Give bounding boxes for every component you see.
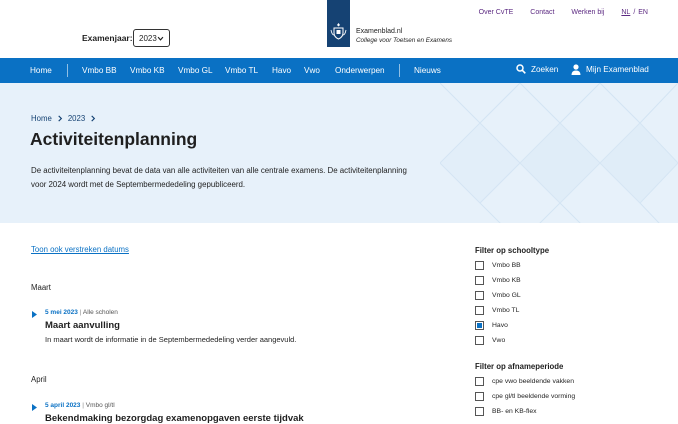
- lang-separator: /: [633, 9, 636, 16]
- activity-meta: [45, 309, 118, 316]
- chevron-right-icon: [57, 115, 63, 122]
- filter-option-label: BB- en KB-flex: [492, 408, 537, 415]
- nav-onderwerpen[interactable]: Onderwerpen: [335, 66, 385, 75]
- filter-option-bb-kb-flex[interactable]: [475, 407, 537, 416]
- logo-site-name: Examenblad.nl: [356, 28, 403, 35]
- breadcrumb-home[interactable]: Home: [31, 114, 52, 123]
- logo-text[interactable]: [356, 27, 452, 45]
- activity-title: Maart aanvulling: [45, 320, 120, 331]
- caret-right-icon: [32, 404, 37, 411]
- checkbox[interactable]: [475, 276, 484, 285]
- nav-nieuws[interactable]: Nieuws: [414, 66, 441, 75]
- checkbox[interactable]: [475, 392, 484, 401]
- filter-option-label: Vmbo KB: [492, 277, 521, 284]
- filter-option-vmbo-gl[interactable]: [475, 291, 521, 300]
- caret-right-icon: [32, 311, 37, 318]
- breadcrumb: [31, 114, 96, 123]
- activity-item[interactable]: [32, 311, 412, 351]
- activity-category: Vmbo gl/tl: [85, 402, 115, 409]
- link-werken-bij[interactable]: Werken bij: [571, 9, 605, 16]
- activity-item[interactable]: [32, 404, 412, 424]
- nav-vwo[interactable]: Vwo: [304, 66, 320, 75]
- meta-separator: |: [79, 309, 82, 316]
- nav-havo[interactable]: Havo: [272, 66, 292, 75]
- checkbox[interactable]: [475, 291, 484, 300]
- nav-vmbo-tl[interactable]: Vmbo TL: [225, 66, 259, 75]
- language-switch: [621, 9, 648, 16]
- page-intro: De activiteitenplanning bevat de data van alle activiteiten van alle centrale examens. De activiteitenplanning voor 2024 wordt met de Septembermededeling gepubliceerd.: [31, 166, 407, 189]
- filter-periode-heading: Filter op afnameperiode: [475, 362, 564, 371]
- chevron-right-icon: [90, 115, 96, 122]
- activity-date: 5 mei 2023: [45, 309, 78, 316]
- filter-option-label: Vwo: [492, 337, 506, 344]
- checkbox[interactable]: [475, 336, 484, 345]
- page-title: Activiteitenplanning: [30, 129, 198, 149]
- filter-panel: [437, 223, 648, 424]
- lang-en[interactable]: EN: [638, 9, 648, 16]
- decorative-diamond-pattern: [440, 83, 678, 223]
- page-hero: [0, 83, 678, 223]
- my-account-label: Mijn Examenblad: [586, 65, 649, 74]
- checkbox[interactable]: [475, 261, 484, 270]
- checkbox-checked[interactable]: [475, 321, 484, 330]
- meta-separator: |: [82, 402, 84, 409]
- nav-divider: [67, 64, 68, 77]
- breadcrumb-year[interactable]: 2023: [67, 114, 86, 123]
- filter-option-label: Vmbo BB: [492, 262, 521, 269]
- top-utility-bar: [0, 0, 678, 58]
- rijksoverheid-logo[interactable]: [327, 0, 350, 47]
- logo-organisation-name: College voor Toetsen en Examens: [356, 37, 453, 44]
- nav-divider: [399, 64, 400, 77]
- filter-option-label: cpe gl/tl beeldende vorming: [492, 393, 576, 400]
- my-account-link[interactable]: [571, 64, 649, 75]
- user-icon: [571, 64, 581, 75]
- filter-option-vmbo-bb[interactable]: [475, 261, 521, 270]
- activity-date: 5 april 2023: [45, 402, 81, 409]
- activity-title: Bekendmaking bezorgdag examenopgaven eerste tijdvak: [45, 413, 304, 424]
- link-contact[interactable]: Contact: [530, 9, 555, 16]
- main-navigation: [0, 58, 678, 83]
- activity-category: Alle scholen: [82, 309, 118, 316]
- filter-schooltype-heading: Filter op schooltype: [475, 246, 550, 255]
- nav-home[interactable]: Home: [30, 66, 52, 75]
- filter-option-havo[interactable]: [475, 321, 508, 330]
- activity-description: In maart wordt de informatie in de Septembermededeling verder aangevuld.: [45, 335, 297, 344]
- filter-option-label: Vmbo TL: [492, 307, 520, 314]
- checkbox[interactable]: [475, 306, 484, 315]
- exam-year-select[interactable]: [133, 29, 170, 47]
- chevron-down-icon: [157, 35, 164, 42]
- search-label: Zoeken: [531, 64, 559, 74]
- checkbox[interactable]: [475, 377, 484, 386]
- activity-meta: [45, 402, 115, 409]
- nav-vmbo-kb[interactable]: Vmbo KB: [130, 66, 165, 75]
- lang-nl[interactable]: NL: [621, 9, 631, 16]
- filter-option-vwo[interactable]: [475, 336, 505, 345]
- exam-year-value: 2023: [139, 33, 157, 43]
- nav-vmbo-bb[interactable]: Vmbo BB: [82, 66, 117, 75]
- month-heading: April: [31, 375, 47, 384]
- search-icon: [516, 64, 526, 74]
- exam-year-label: Examenjaar:: [82, 33, 133, 43]
- coat-of-arms-icon: [330, 22, 347, 41]
- filter-option-cpe-vwo[interactable]: [475, 377, 574, 386]
- filter-option-vmbo-kb[interactable]: [475, 276, 521, 285]
- filter-option-label: cpe vwo beeldende vakken: [492, 378, 574, 385]
- show-past-dates-link[interactable]: Toon ook verstreken datums: [31, 245, 129, 254]
- utility-links: [479, 9, 648, 16]
- filter-option-vmbo-tl[interactable]: [475, 306, 519, 315]
- checkbox[interactable]: [475, 407, 484, 416]
- filter-option-cpe-gltl[interactable]: [475, 392, 575, 401]
- filter-option-label: Havo: [492, 322, 508, 329]
- month-heading: Maart: [31, 283, 51, 292]
- filter-option-label: Vmbo GL: [492, 292, 521, 299]
- search-link[interactable]: [516, 64, 558, 74]
- link-over-cvte[interactable]: Over CvTE: [478, 9, 514, 16]
- nav-vmbo-gl[interactable]: Vmbo GL: [178, 66, 213, 75]
